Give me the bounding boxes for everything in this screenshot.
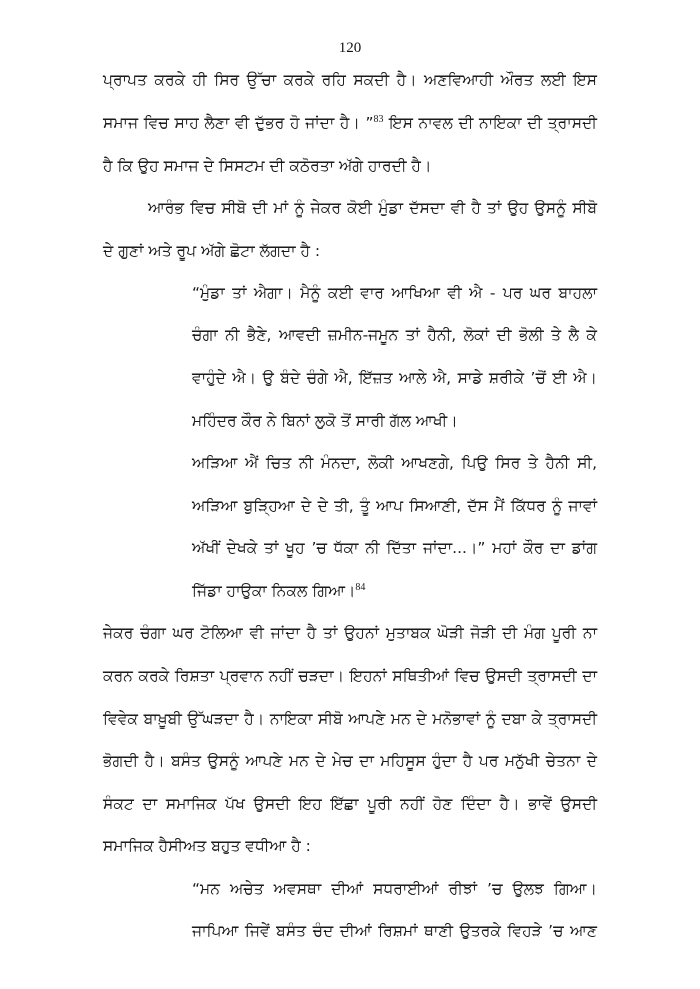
paragraph-line: ਸੰਕਟ ਦਾ ਸਮਾਜਿਕ ਪੱਖ ਉਸਦੀ ਇਹ ਇੱਛਾ ਪੂਰੀ ਨਹੀਂ ਹੋਣ ਦਿੰਦਾ ਹੈ। ਭਾਵੇਂ ਉਸਦੀ bbox=[103, 795, 597, 813]
footnote-ref-84[interactable]: 84 bbox=[355, 582, 366, 593]
quote-line: ਅੱਖੀਂ ਦੇਖਕੇ ਤਾਂ ਖੂਹ ’ਚ ਧੱਕਾ ਨੀ ਦਿੱਤਾ ਜਾਂਦਾ...।” ਮਹਾਂ ਕੌਰ ਦਾ ਡਾਂਗ bbox=[192, 539, 597, 557]
page-number: 120 bbox=[338, 40, 362, 56]
quote-line: ਚੰਗਾ ਨੀ ਭੈਣੇ, ਆਵਦੀ ਜ਼ਮੀਨ-ਜਮੂਨ ਤਾਂ ਹੈਨੀ, ਲੋਕਾਂ ਦੀ ਭੋਲੀ ਤੇ ਲੈ ਕੇ bbox=[192, 326, 597, 344]
paragraph-line: ਵਿਵੇਕ ਬਾਖ਼ੂਬੀ ਉੱਘੜਦਾ ਹੈ। ਨਾਇਕਾ ਸੀਬੋ ਆਪਣੇ ਮਨ ਦੇ ਮਨੋਭਾਵਾਂ ਨੂੰ ਦਬਾ ਕੇ ਤ੍ਰਾਸਦੀ bbox=[103, 710, 597, 728]
paragraph-line: ਪ੍ਰਾਪਤ ਕਰਕੇ ਹੀ ਸਿਰ ਉੱਚਾ ਕਰਕੇ ਰਹਿ ਸਕਦੀ ਹੈ। ਅਣਵਿਆਹੀ ਔਰਤ ਲਈ ਇਸ bbox=[103, 71, 597, 89]
text-fragment: ਜਿੱਡਾ ਹਾਉਕਾ ਨਿਕਲ ਗਿਆ। bbox=[192, 582, 356, 600]
quote-line: “ਮਨ ਅਚੇਤ ਅਵਸਥਾ ਦੀਆਂ ਸਧਰਾਈਆਂ ਰੀਝਾਂ ’ਚ ਉਲਝ ਗਿਆ। bbox=[192, 880, 597, 898]
text-fragment: ਇਸ ਨਾਵਲ ਦੀ ਨਾਇਕਾ ਦੀ ਤ੍ਰਾਸਦੀ bbox=[383, 114, 597, 132]
closing-quote: ” bbox=[365, 114, 374, 132]
quote-line: “ਮੁੰਡਾ ਤਾਂ ਐਗਾ। ਮੈਨੂੰ ਕਈ ਵਾਰ ਆਖਿਆ ਵੀ ਐ - ਪਰ ਘਰ ਬਾਹਲਾ bbox=[192, 284, 597, 302]
text-fragment: ਸਮਾਜ ਵਿਚ ਸਾਹ ਲੈਣਾ ਵੀ ਦੁੱਭਰ ਹੋ ਜਾਂਦਾ ਹੈ। bbox=[103, 114, 360, 132]
footnote-ref-83[interactable]: 83 bbox=[373, 114, 384, 125]
quote-line: ਅੜਿਆ ਬੁੜ੍ਹਿਆ ਦੇ ਦੇ ਤੀ, ਤੂੰ ਆਪ ਸਿਆਣੀ, ਦੱਸ ਮੈਂ ਕਿੱਧਰ ਨੂੰ ਜਾਵਾਂ bbox=[192, 497, 597, 515]
paragraph-line: ਆਰੰਭ ਵਿਚ ਸੀਬੋ ਦੀ ਮਾਂ ਨੂੰ ਜੇਕਰ ਕੋਈ ਮੁੰਡਾ ਦੱਸਦਾ ਵੀ ਹੈ ਤਾਂ ਉਹ ਉਸਨੂੰ ਸੀਬੋ bbox=[148, 199, 597, 217]
paragraph-line: ਦੇ ਗੁਣਾਂ ਅਤੇ ਰੂਪ ਅੱਗੇ ਛੋਟਾ ਲੱਗਦਾ ਹੈ : bbox=[103, 242, 321, 260]
quote-line bbox=[192, 581, 597, 601]
quote-line: ਅੜਿਆ ਐਂ ਚਿਤ ਨੀ ਮੰਨਦਾ, ਲੋਕੀ ਆਖਣਗੇ, ਪਿਉ ਸਿਰ ਤੇ ਹੈਨੀ ਸੀ, bbox=[192, 454, 597, 472]
paragraph-line: ਸਮਾਜਿਕ ਹੈਸੀਅਤ ਬਹੁਤ ਵਧੀਆ ਹੈ : bbox=[103, 837, 311, 855]
paragraph-line: ਜੇਕਰ ਚੰਗਾ ਘਰ ਟੋਲਿਆ ਵੀ ਜਾਂਦਾ ਹੈ ਤਾਂ ਉਹਨਾਂ ਮੁਤਾਬਕ ਘੋੜੀ ਜੋੜੀ ਦੀ ਮੰਗ ਪੂਰੀ ਨਾ bbox=[103, 624, 597, 642]
quote-line: ਵਾਹੁੰਦੇ ਐ। ਉ ਬੰਦੇ ਚੰਗੇ ਐ, ਇੱਜ਼ਤ ਆਲੇ ਐ, ਸਾਡੇ ਸ਼ਰੀਕੇ ’ਚੋਂ ਈ ਐ। bbox=[192, 369, 597, 387]
paragraph-line: ਕਰਨ ਕਰਕੇ ਰਿਸ਼ਤਾ ਪ੍ਰਵਾਨ ਨਹੀਂ ਚੜਦਾ। ਇਹਨਾਂ ਸਥਿਤੀਆਂ ਵਿਚ ਉਸਦੀ ਤ੍ਰਾਸਦੀ ਦਾ bbox=[103, 667, 597, 685]
quote-line: ਮਹਿੰਦਰ ਕੌਰ ਨੇ ਬਿਨਾਂ ਲੁਕੋ ਤੋਂ ਸਾਰੀ ਗੱਲ ਆਖੀ। bbox=[192, 412, 458, 430]
quote-line: ਜਾਪਿਆ ਜਿਵੇਂ ਬਸੰਤ ਚੰਦ ਦੀਆਂ ਰਿਸ਼ਮਾਂ ਥਾਣੀ ਉਤਰਕੇ ਵਿਹੜੇ ’ਚ ਆਣ bbox=[192, 922, 597, 940]
paragraph-line: ਹੈ ਕਿ ਉਹ ਸਮਾਜ ਦੇ ਸਿਸਟਮ ਦੀ ਕਠੋਰਤਾ ਅੱਗੇ ਹਾਰਦੀ ਹੈ। bbox=[103, 157, 432, 175]
paragraph-line bbox=[103, 113, 597, 133]
paragraph-line: ਭੋਗਦੀ ਹੈ। ਬਸੰਤ ਉਸਨੂੰ ਆਪਣੇ ਮਨ ਦੇ ਮੇਚ ਦਾ ਮਹਿਸੂਸ ਹੁੰਦਾ ਹੈ ਪਰ ਮਨੁੱਖੀ ਚੇਤਨਾ ਦੇ bbox=[103, 752, 597, 770]
